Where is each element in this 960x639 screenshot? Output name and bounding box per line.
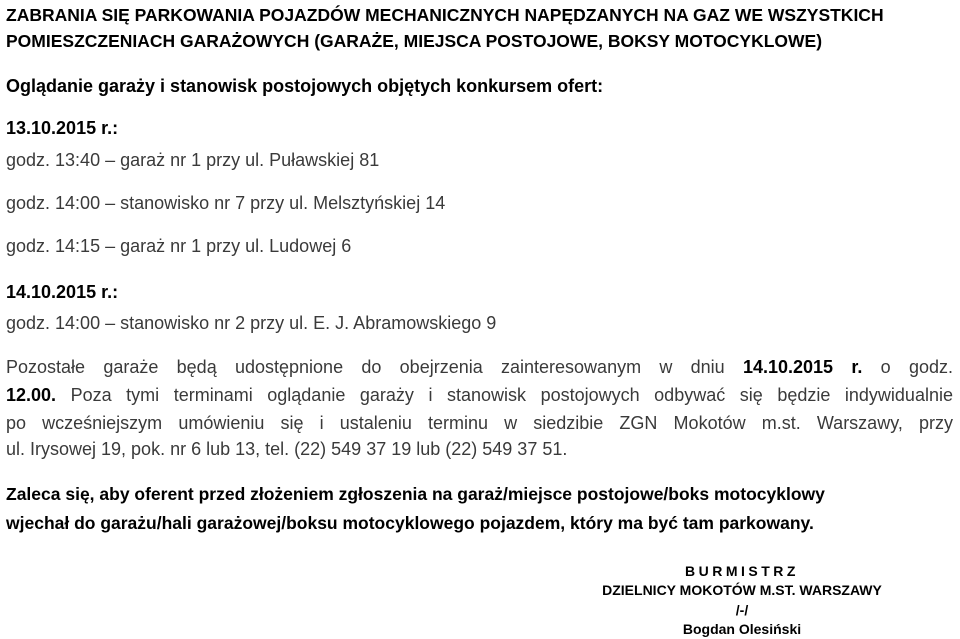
- remaining-time: 12.00.: [6, 385, 57, 405]
- remaining-text: o godz.: [880, 357, 954, 377]
- recommendation-line-2: wjechał do garażu/hali garażowej/boksu motocyklowego pojazdem, który ma być tam parkowany.: [6, 513, 814, 533]
- remaining-text: Poza tymi terminami oglądanie garaży i stanowisk postojowych odbywać się będzie indywidualnie: [70, 385, 953, 405]
- remaining-line-4: ul. Irysowej 19, pok. nr 6 lub 13, tel. (22) 549 37 19 lub (22) 549 37 51.: [6, 439, 568, 459]
- header-line-1: ZABRANIA SIĘ PARKOWANIA POJAZDÓW MECHANICZNYCH NAPĘDZANYCH NA GAZ WE WSZYSTKICH: [6, 5, 884, 25]
- recommendation-line-1: Zaleca się, aby oferent przed złożeniem zgłoszenia na garaż/miejsce postojowe/boks motocyklowy: [6, 484, 825, 504]
- header-line-2: POMIESZCZENIACH GARAŻOWYCH (GARAŻE, MIEJSCA POSTOJOWE, BOKSY MOTOCYKLOWE): [6, 31, 823, 51]
- intro-heading: Oglądanie garaży i stanowisk postojowych objętych konkursem ofert:: [6, 76, 604, 96]
- remaining-line-1: [6, 357, 953, 378]
- remaining-line-3: po wcześniejszym umówieniu się i ustaleniu terminu w siedzibie ZGN Mokotów m.st. Warszawy, przy: [6, 413, 953, 433]
- schedule-item: godz. 14:15 – garaż nr 1 przy ul. Ludowej 6: [6, 236, 352, 256]
- remaining-text: Pozostałe garaże będą udostępnione do obejrzenia zainteresowanym w dniu: [6, 357, 725, 377]
- schedule-item: godz. 14:00 – stanowisko nr 2 przy ul. E. J. Abramowskiego 9: [6, 313, 497, 333]
- remaining-date: 14.10.2015 r.: [742, 357, 863, 377]
- signature-mark: /-/: [735, 602, 749, 618]
- signature-name: Bogdan Olesiński: [682, 621, 802, 637]
- schedule-item: godz. 13:40 – garaż nr 1 przy ul. Puławskiej 81: [6, 150, 380, 170]
- signature-title: BURMISTRZ: [685, 563, 799, 579]
- schedule-item: godz. 14:00 – stanowisko nr 7 przy ul. Melsztyńskiej 14: [6, 193, 446, 213]
- signature-office: DZIELNICY MOKOTÓW M.ST. WARSZAWY: [602, 582, 882, 598]
- remaining-line-2: [6, 385, 953, 406]
- schedule-date-1: 13.10.2015 r.:: [6, 118, 119, 138]
- schedule-date-2: 14.10.2015 r.:: [6, 282, 119, 302]
